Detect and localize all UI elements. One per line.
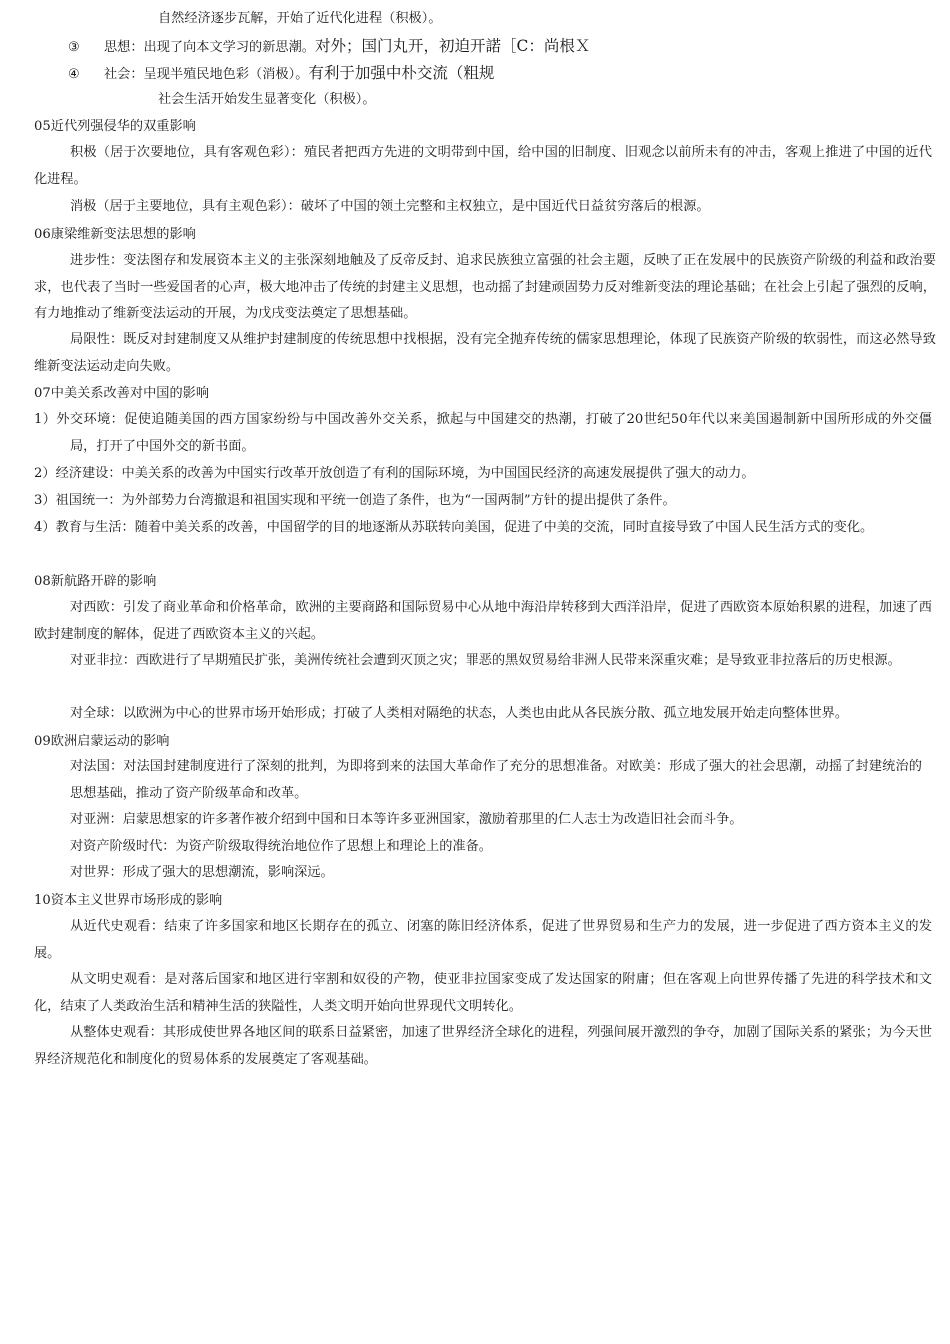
section-06-paragraph-2: 局限性：既反对封建制度又从维护封建制度的传统思想中找根据，没有完全抛弃传统的儒家思想理论，体现了民族资产阶级的软弱性，而这必然导致维新变法运动走向失败。 xyxy=(34,332,936,374)
section-10-paragraph-1: 从近代史观看：结束了许多国家和地区长期存在的孤立、闭塞的陈旧经济体系，促进了世界贸易和生产力的发展，进一步促进了西方资本主义的发展。 xyxy=(34,919,932,961)
section-08-paragraph-1: 对西欧：引发了商业革命和价格革命，欧洲的主要商路和国际贸易中心从地中海沿岸转移到大西洋沿岸，促进了西欧资本原始积累的进程，加速了西欧封建制度的解体，促进了西欧资本主义的兴起。 xyxy=(34,600,932,642)
section-09-heading: 09欧洲启蒙运动的影响 xyxy=(34,734,170,749)
item-3-text: 思想：出现了向本文学习的新思潮。 xyxy=(104,40,315,55)
section-10-paragraph-2: 从文明史观看：是对落后国家和地区进行宰割和奴役的产物，使亚非拉国家变成了发达国家的附庸；但在客观上向世界传播了先进的科学技术和文化，结束了人类政治生活和精神生活的狭隘性，人类文明开始向世界现代文明转化。 xyxy=(34,972,932,1014)
section-05-paragraph-1: 积极（居于次要地位，具有客观色彩）：殖民者把西方先进的文明带到中国，给中国的旧制度、旧观念以前所未有的冲击，客观上推进了中国的近代化进程。 xyxy=(34,145,932,187)
section-09-paragraph-2: 对亚洲：启蒙思想家的许多著作被介绍到中国和日本等许多亚洲国家，激励着那里的仁人志士为改造旧社会而斗争。 xyxy=(70,812,743,827)
section-07-heading: 07中美关系改善对中国的影响 xyxy=(34,386,210,401)
item-4-continuation: 社会生活开始发生显著变化（积极）。 xyxy=(158,92,376,107)
top-line-1: 自然经济逐步瓦解，开始了近代化进程（积极）。 xyxy=(158,11,442,26)
section-09-paragraph-3: 对资产阶级时代：为资产阶级取得统治地位作了思想上和理论上的准备。 xyxy=(70,839,492,854)
item-3-number: ③ xyxy=(68,40,80,55)
section-06-heading: 06康梁维新变法思想的影响 xyxy=(34,227,196,242)
section-10-paragraph-3: 从整体史观看：其形成使世界各地区间的联系日益紧密，加速了世界经济全球化的进程，列强间展开激烈的争夺，加剧了国际关系的紧张；为今天世界经济规范化和制度化的贸易体系的发展奠定了客观基础。 xyxy=(34,1025,932,1067)
section-08-heading: 08新航路开辟的影响 xyxy=(34,574,157,589)
section-09-paragraph-4: 对世界：形成了强大的思想潮流，影响深远。 xyxy=(70,865,334,880)
item-3-tail: 对外；国门丸开，初迫开諾［C：尚根Ｘ xyxy=(315,37,591,55)
list-item-4 xyxy=(68,64,494,84)
section-07-item-3: 3）祖国统一：为外部势力台湾撤退和祖国实现和平统一创造了条件，也为“一国两制”方针的提出提供了条件。 xyxy=(34,493,676,508)
item-4-number: ④ xyxy=(68,67,80,82)
section-09-paragraph-1: 对法国：对法国封建制度进行了深刻的批判，为即将到来的法国大革命作了充分的思想准备。对欧美：形成了强大的社会思潮，动摇了封建统治的思想基础，推动了资产阶级革命和改革。 xyxy=(70,759,922,801)
section-07-item-4: 4）教育与生活：随着中美关系的改善，中国留学的目的地逐渐从苏联转向美国，促进了中美的交流，同时直接导致了中国人民生活方式的变化。 xyxy=(34,520,874,535)
section-07-item-1: 1）外交环境：促使追随美国的西方国家纷纷与中国改善外交关系，掀起与中国建交的热潮，打破了20世纪50年代以来美国遏制新中国所形成的外交僵局，打开了中国外交的新书面。 xyxy=(34,412,932,454)
section-08-paragraph-2: 对亚非拉：西欧进行了早期殖民扩张，美洲传统社会遭到灭顶之灾；罪恶的黑奴贸易给非洲人民带来深重灾难；是导致亚非拉落后的历史根源。 xyxy=(70,653,901,668)
section-06-paragraph-1: 进步性：变法图存和发展资本主义的主张深刻地触及了反帝反封、追求民族独立富强的社会主题，反映了正在发展中的民族资产阶级的利益和政治要求，也代表了当时一些爱国者的心声，极大地冲击了传统的封建主义思想，也动摇了封建顽固势力反对维新变法的理论基础；在社会上引起了强烈的反响，有力地推动了维新变法运动的开展，为戊戌变法奠定了思想基础。 xyxy=(34,253,936,322)
section-07-item-2: 2）经济建设：中美关系的改善为中国实行改革开放创造了有利的国际环境，为中国国民经济的高速发展提供了强大的动力。 xyxy=(34,466,755,481)
section-10-heading: 10资本主义世界市场形成的影响 xyxy=(34,893,223,908)
item-4-tail: 有利于加强中朴交流（粗规 xyxy=(308,64,495,82)
list-item-3 xyxy=(68,37,590,57)
item-4-text: 社会：呈现半殖民地色彩（消极）。 xyxy=(104,67,309,82)
section-08-paragraph-3: 对全球：以欧洲为中心的世界市场开始形成；打破了人类相对隔绝的状态，人类也由此从各民族分散、孤立地发展开始走向整体世界。 xyxy=(70,706,849,721)
section-05-paragraph-2: 消极（居于主要地位，具有主观色彩）：破坏了中国的领土完整和主权独立，是中国近代日益贫穷落后的根源。 xyxy=(70,199,710,214)
section-05-heading: 05近代列强侵华的双重影响 xyxy=(34,119,196,134)
